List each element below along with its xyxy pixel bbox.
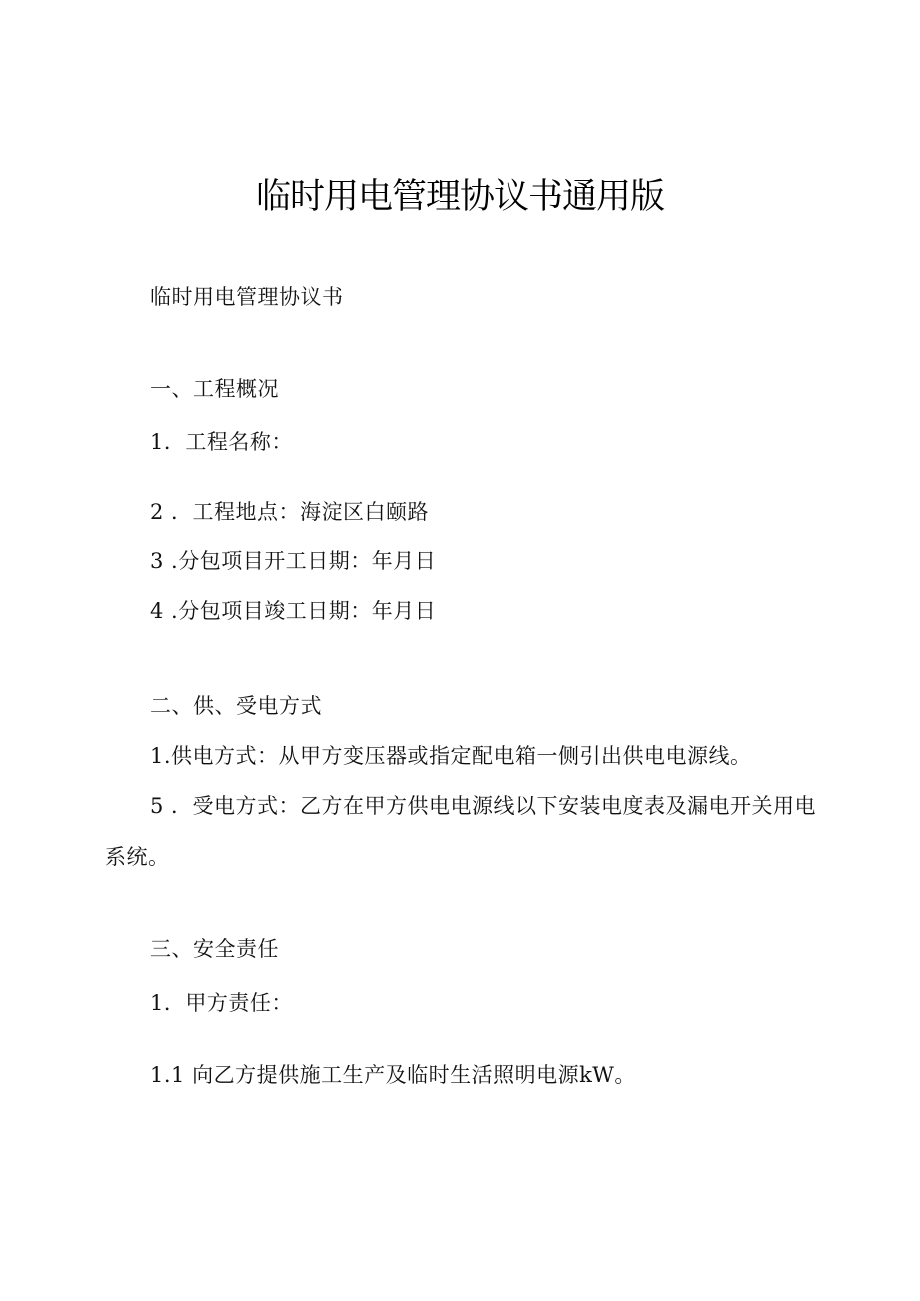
section-heading-project-overview: 一、工程概况 bbox=[150, 377, 279, 401]
project-name-item: 1．工程名称： bbox=[150, 430, 293, 454]
page-title: 临时用电管理协议书通用版 bbox=[255, 177, 664, 217]
receiving-method-item-line1: 5 ．受电方式：乙方在甲方供电电源线以下安装电度表及漏电开关用电 bbox=[150, 794, 817, 818]
section-heading-power-supply: 二、供、受电方式 bbox=[150, 694, 322, 718]
project-location-item: 2 ．工程地点：海淀区白颐路 bbox=[150, 500, 430, 524]
party-a-responsibility-item: 1．甲方责任： bbox=[150, 991, 293, 1015]
supply-method-item: 1.供电方式：从甲方变压器或指定配电箱一侧引出供电电源线。 bbox=[150, 744, 752, 768]
section-heading-safety-responsibility: 三、安全责任 bbox=[150, 937, 279, 961]
document-subtitle: 临时用电管理协议书 bbox=[150, 285, 344, 309]
completion-date-item: 4 .分包项目竣工日期：年月日 bbox=[150, 599, 437, 623]
power-provision-item: 1.1 向乙方提供施工生产及临时生活照明电源kW。 bbox=[150, 1063, 636, 1087]
receiving-method-item-line2: 系统。 bbox=[105, 845, 170, 869]
start-date-item: 3 .分包项目开工日期：年月日 bbox=[150, 549, 437, 573]
